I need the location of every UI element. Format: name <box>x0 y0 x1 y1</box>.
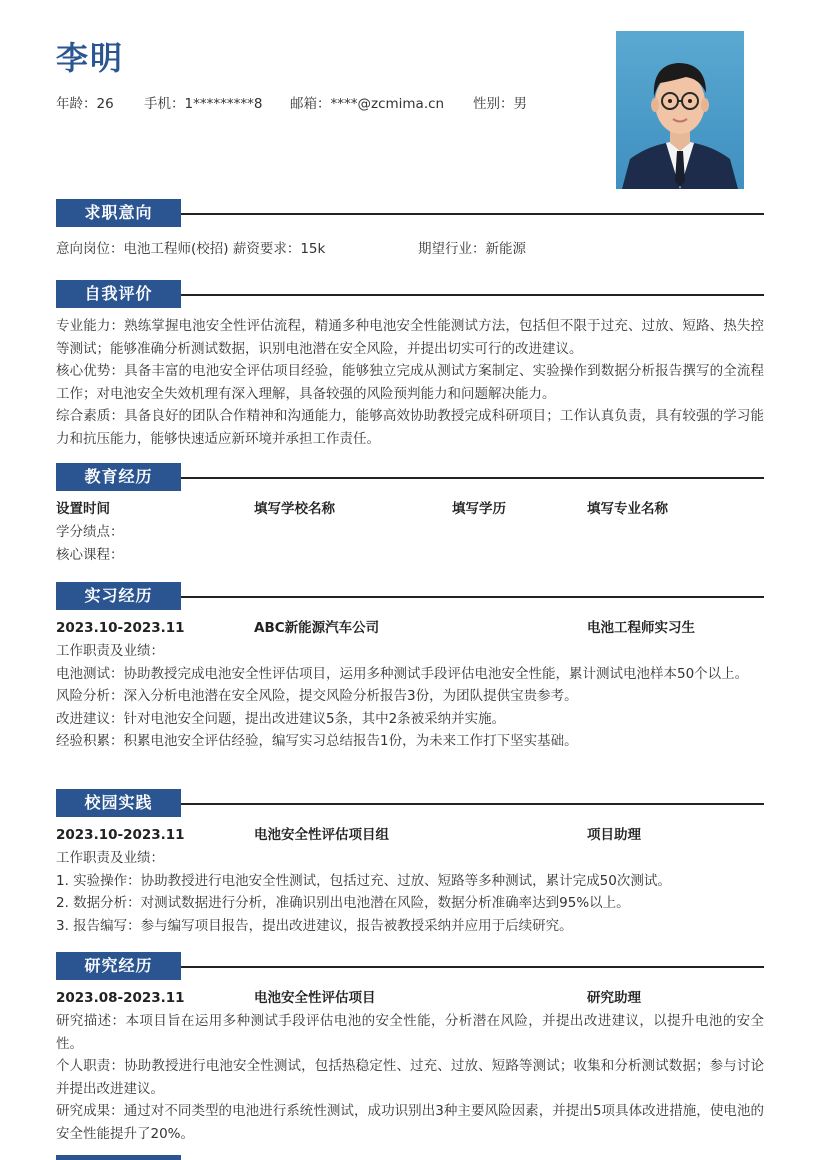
section-divider <box>181 477 764 479</box>
self-eval-line: 核心优势：具备丰富的电池安全评估项目经验，能够独立完成从测试方案制定、实验操作到数据分析报告撰写的全流程工作；对电池安全失效机理有深入理解，具备较强的风险预判能力和问题解决能力。 <box>56 363 764 402</box>
internship-period: 2023.10-2023.11 <box>56 620 185 636</box>
basic-info <box>56 94 527 114</box>
internship-header-row <box>56 617 764 640</box>
education-courses: 核心课程： <box>56 546 124 563</box>
section-campus-practice <box>56 789 764 937</box>
research-header-row <box>56 987 764 1010</box>
intent-industry: 期望行业：新能源 <box>418 241 526 257</box>
section-self-evaluation <box>56 280 764 450</box>
section-title: 教育经历 <box>56 463 181 491</box>
section-title: 研究经历 <box>56 952 181 980</box>
intent-position-salary: 意向岗位：电池工程师(校招) 薪资要求：15k <box>56 241 326 257</box>
campus-header-row <box>56 824 764 847</box>
internship-line: 电池测试：协助教授完成电池安全性评估项目，运用多种测试手段评估电池安全性能，累计测试电池样本50个以上。 <box>56 665 749 682</box>
section-divider <box>181 213 764 215</box>
internship-line: 改进建议：针对电池安全问题，提出改进建议5条，其中2条被采纳并实施。 <box>56 710 506 727</box>
section-header <box>56 280 764 308</box>
education-gpa: 学分绩点： <box>56 524 124 540</box>
internship-duty-label: 工作职责及业绩： <box>56 643 164 659</box>
campus-role: 项目助理 <box>587 827 641 843</box>
section-header <box>56 952 764 980</box>
campus-org: 电池安全性评估项目组 <box>254 827 389 843</box>
section-research <box>56 952 764 1145</box>
section-divider <box>181 596 764 598</box>
campus-line: 3. 报告编写：参与编写项目报告，提出改进建议，报告被教授采纳并应用于后续研究。 <box>56 917 573 934</box>
section-title: 求职意向 <box>56 199 181 227</box>
education-school: 填写学校名称 <box>254 501 335 517</box>
section-header <box>56 463 764 491</box>
internship-line: 经验积累：积累电池安全评估经验，编写实习总结报告1份，为未来工作打下坚实基础。 <box>56 733 578 749</box>
section-header <box>56 789 764 817</box>
section-header <box>56 582 764 610</box>
research-line: 研究描述：本项目旨在运用多种测试手段评估电池的安全性能，分析潜在风险，并提出改进建议，以提升电池的安全性。 <box>56 1013 764 1052</box>
campus-line: 2. 数据分析：对测试数据进行分析，准确识别出电池潜在风险，数据分析准确率达到95%以上。 <box>56 895 630 911</box>
research-line: 个人职责：协助教授进行电池安全性测试，包括热稳定性、过充、过放、短路等测试；收集和分析测试数据；参与讨论并提出改进建议。 <box>56 1058 764 1097</box>
section-divider <box>181 966 764 968</box>
campus-duty-label: 工作职责及业绩： <box>56 850 164 866</box>
section-title: 自我评价 <box>56 280 181 308</box>
education-time: 设置时间 <box>56 501 110 517</box>
section-education <box>56 463 764 566</box>
campus-line: 1. 实验操作：协助教授进行电池安全性测试，包括过充、过放、短路等多种测试，累计完成50次测试。 <box>56 872 671 889</box>
profile-photo <box>616 31 744 189</box>
section-job-intent <box>56 199 764 261</box>
section-internship <box>56 582 764 753</box>
candidate-name: 李明 <box>56 39 125 77</box>
age-text: 年龄：26 <box>56 96 114 112</box>
internship-role: 电池工程师实习生 <box>587 620 695 636</box>
internship-line: 风险分析：深入分析电池潜在安全风险，提交风险分析报告3份，为团队提供宝贵参考。 <box>56 688 578 704</box>
section-divider <box>181 294 764 296</box>
section-divider <box>181 803 764 805</box>
internship-company: ABC新能源汽车公司 <box>254 620 380 636</box>
section-title: 校园实践 <box>56 789 181 817</box>
research-line: 研究成果：通过对不同类型的电池进行系统性测试，成功识别出3种主要风险因素，并提出5项具体改进措施，使电池的安全性能提升了20%。 <box>56 1103 764 1142</box>
campus-period: 2023.10-2023.11 <box>56 827 185 843</box>
gender-text: 性别：男 <box>473 96 527 112</box>
email-text: 邮箱：****@zcmima.cn <box>290 96 445 112</box>
research-role: 研究助理 <box>587 990 641 1006</box>
section-header <box>56 199 764 227</box>
next-section-tab-edge <box>56 1155 181 1160</box>
research-period: 2023.08-2023.11 <box>56 990 185 1006</box>
research-project: 电池安全性评估项目 <box>254 990 376 1006</box>
education-row <box>56 498 764 521</box>
self-eval-line: 专业能力：熟练掌握电池安全性评估流程，精通多种电池安全性能测试方法，包括但不限于过充、过放、短路、热失控等测试；能够准确分析测试数据，识别电池潜在安全风险，并提出切实可行的改进建议。 <box>56 318 764 357</box>
education-major: 填写专业名称 <box>587 501 668 517</box>
phone-text: 手机：1*********8 <box>144 96 263 112</box>
section-title: 实习经历 <box>56 582 181 610</box>
self-eval-line: 综合素质：具备良好的团队合作精神和沟通能力，能够高效协助教授完成科研项目；工作认真负责，具有较强的学习能力和抗压能力，能够快速适应新环境并承担工作责任。 <box>56 408 764 447</box>
education-degree: 填写学历 <box>452 501 506 517</box>
